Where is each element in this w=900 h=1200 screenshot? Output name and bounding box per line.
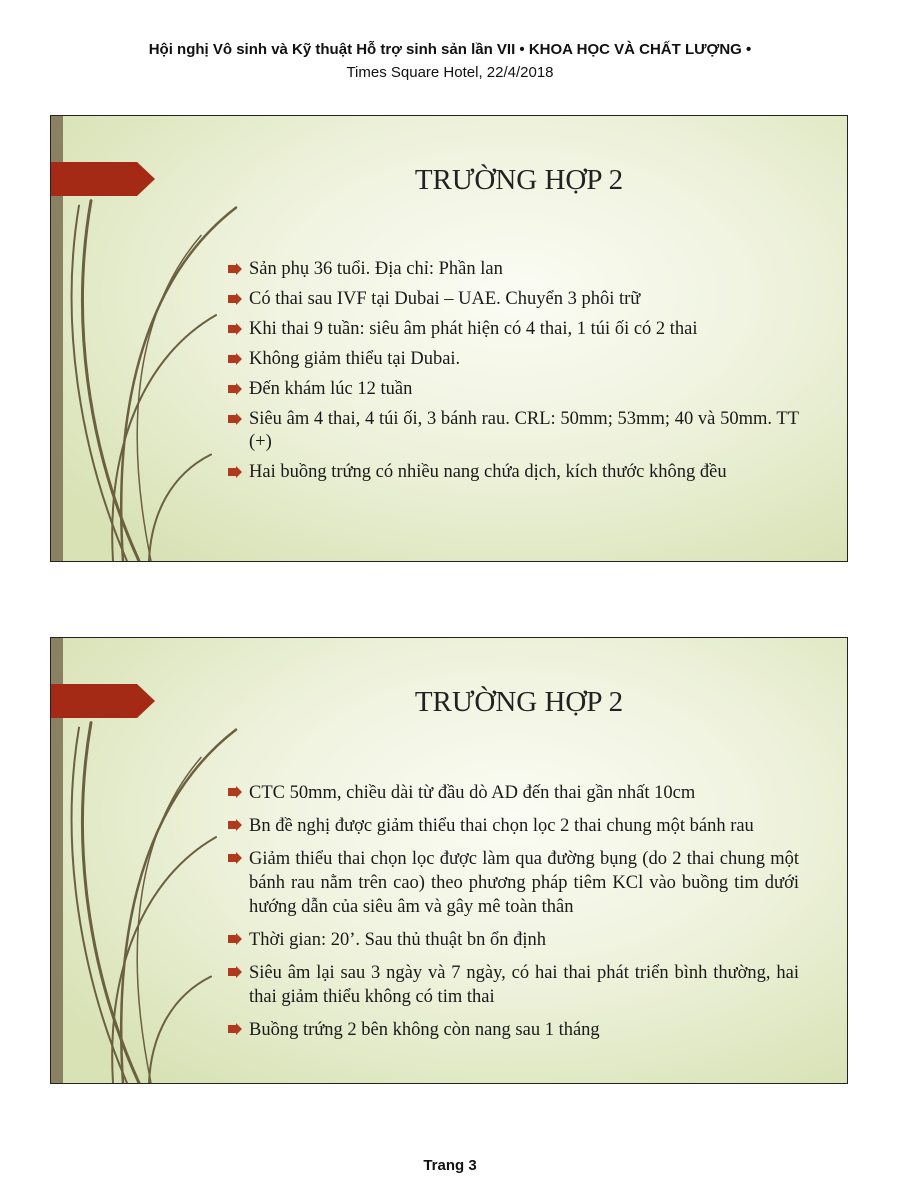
bullet-item [225, 781, 799, 805]
bullet-item [225, 318, 799, 341]
slide-2 [50, 637, 848, 1084]
arrow-bullet-icon [228, 293, 242, 305]
page-header [0, 38, 900, 84]
bullet-list [225, 781, 799, 1051]
bullet-text: Siêu âm lại sau 3 ngày và 7 ngày, có hai thai phát triển bình thường, hai thai giảm thiểu không có tim thai [249, 963, 799, 1007]
bullet-item [225, 348, 799, 371]
arrow-bullet-icon [228, 933, 242, 945]
bullet-item [225, 258, 799, 281]
bullet-text: Khi thai 9 tuần: siêu âm phát hiện có 4 thai, 1 túi ối có 2 thai [249, 319, 698, 339]
arrow-bullet-icon [228, 966, 242, 978]
bullet-text: Hai buồng trứng có nhiều nang chứa dịch, kích thước không đều [249, 462, 727, 482]
bullet-text: Siêu âm 4 thai, 4 túi ối, 3 bánh rau. CRL: 50mm; 53mm; 40 và 50mm. TT (+) [249, 409, 799, 452]
bullet-item [225, 814, 799, 838]
arrow-bullet-icon [228, 852, 242, 864]
bullet-text: Sản phụ 36 tuổi. Địa chỉ: Phần lan [249, 259, 503, 279]
arrow-bullet-icon [228, 383, 242, 395]
arrow-bullet-icon [228, 323, 242, 335]
arrow-bullet-icon [228, 353, 242, 365]
arrow-bullet-icon [228, 263, 242, 275]
slide-title: TRƯỜNG HỢP 2 [414, 164, 624, 196]
arrow-bullet-icon [228, 1023, 242, 1035]
bullet-text: Không giảm thiểu tại Dubai. [249, 349, 461, 369]
bullet-item [225, 1018, 799, 1042]
bullet-item [225, 408, 799, 454]
bullet-item [225, 288, 799, 311]
bullet-text: Đến khám lúc 12 tuần [249, 379, 413, 399]
bullet-item [225, 961, 799, 1009]
red-arrow-tab [51, 162, 155, 196]
red-arrow-tab [51, 684, 155, 718]
bullet-text: Bn đề nghị được giảm thiểu thai chọn lọc 2 thai chung một bánh rau [249, 816, 754, 836]
slide-title: TRƯỜNG HỢP 2 [414, 686, 624, 718]
bullet-text: Có thai sau IVF tại Dubai – UAE. Chuyển 3 phôi trữ [249, 289, 641, 309]
bullet-list [225, 258, 799, 491]
bullet-item [225, 378, 799, 401]
arrow-bullet-icon [228, 786, 242, 798]
page-number: Trang 3 [423, 1157, 477, 1174]
bullet-text: Thời gian: 20’. Sau thủ thuật bn ổn định [249, 930, 547, 950]
bullet-text: Giảm thiểu thai chọn lọc được làm qua đường bụng (do 2 thai chung một bánh rau nằm trên cao) theo phương pháp tiêm KCl vào buồng tim dưới hướng dẫn của siêu âm và gây mê toàn thân [249, 849, 799, 917]
arrow-bullet-icon [228, 466, 242, 478]
bullet-text: CTC 50mm, chiều dài từ đầu dò AD đến thai gần nhất 10cm [249, 783, 696, 803]
bullet-item [225, 847, 799, 919]
arrow-bullet-icon [228, 819, 242, 831]
slide-1 [50, 115, 848, 562]
bullet-item [225, 928, 799, 952]
bullet-item [225, 461, 799, 484]
conference-venue-date: Times Square Hotel, 22/4/2018 [346, 64, 554, 81]
arrow-bullet-icon [228, 413, 242, 425]
bullet-text: Buồng trứng 2 bên không còn nang sau 1 tháng [249, 1020, 600, 1040]
conference-title: Hội nghị Vô sinh và Kỹ thuật Hỗ trợ sinh sản lần VII • KHOA HỌC VÀ CHẤT LƯỢNG • [148, 41, 752, 58]
